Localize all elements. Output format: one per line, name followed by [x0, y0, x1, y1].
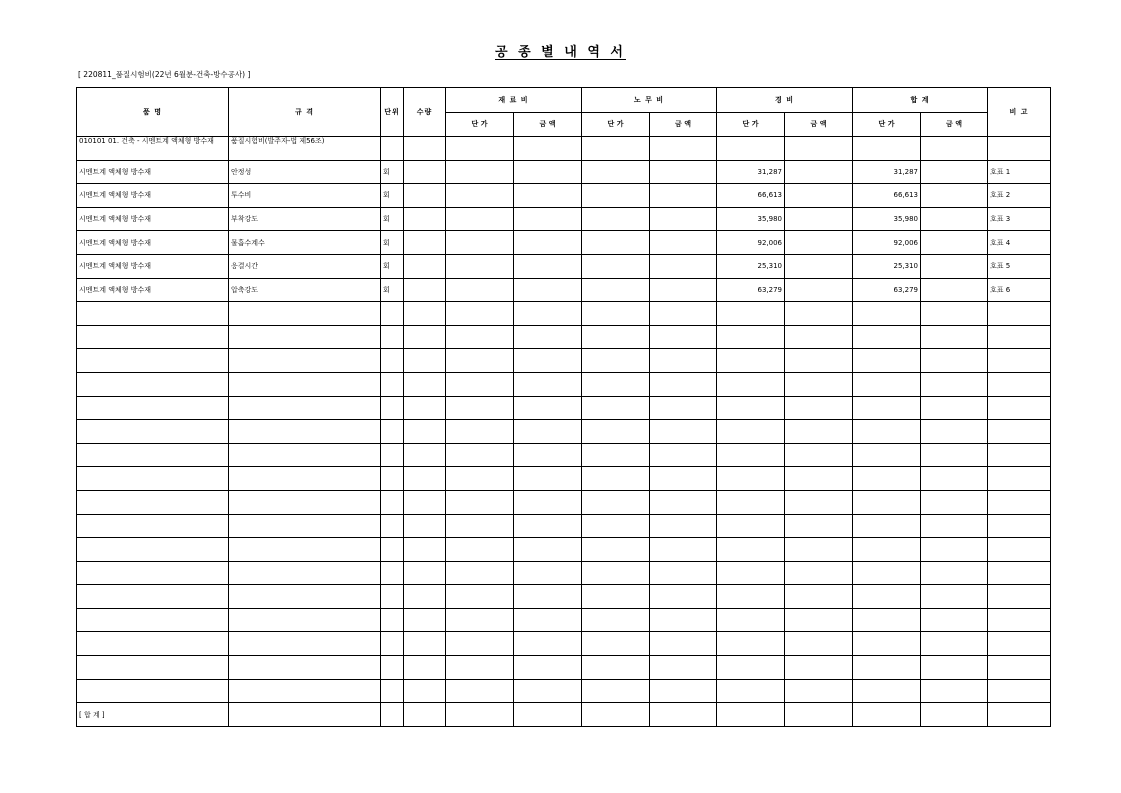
- item-note: 호표 2: [988, 184, 1051, 208]
- item-spec: 물흡수계수: [229, 231, 381, 255]
- item-unit: 회: [381, 278, 404, 302]
- item-expense-unit-price: 31,287: [717, 160, 785, 184]
- header-expense: 경 비: [717, 88, 853, 113]
- header-total-unit-price: 단 가: [853, 112, 921, 137]
- item-labor-unit-price: [582, 231, 650, 255]
- header-name: 품 명: [77, 88, 229, 137]
- item-spec: 응결시간: [229, 254, 381, 278]
- item-spec: 투수비: [229, 184, 381, 208]
- item-total-amount: [921, 231, 988, 255]
- item-qty: [404, 231, 446, 255]
- item-total-amount: [921, 184, 988, 208]
- item-labor-amount: [650, 207, 717, 231]
- empty-row: [77, 420, 1051, 444]
- empty-row: [77, 372, 1051, 396]
- page-title: 공 종 별 내 역 서: [495, 45, 626, 60]
- item-total-unit-price: 31,287: [853, 160, 921, 184]
- item-total-unit-price: 35,980: [853, 207, 921, 231]
- item-labor-unit-price: [582, 278, 650, 302]
- item-expense-amount: [785, 207, 853, 231]
- item-name: 시멘트계 액체형 방수재: [77, 184, 229, 208]
- item-material-unit-price: [446, 254, 514, 278]
- item-total-amount: [921, 160, 988, 184]
- item-material-unit-price: [446, 160, 514, 184]
- item-expense-amount: [785, 231, 853, 255]
- item-total-unit-price: 25,310: [853, 254, 921, 278]
- item-expense-amount: [785, 254, 853, 278]
- table-row: [77, 254, 1051, 278]
- item-expense-unit-price: 63,279: [717, 278, 785, 302]
- item-material-amount: [514, 278, 582, 302]
- empty-row: [77, 608, 1051, 632]
- empty-row: [77, 514, 1051, 538]
- item-material-amount: [514, 184, 582, 208]
- item-labor-unit-price: [582, 207, 650, 231]
- item-name: 시멘트계 액체형 방수재: [77, 207, 229, 231]
- item-expense-amount: [785, 278, 853, 302]
- empty-row: [77, 561, 1051, 585]
- item-total-amount: [921, 278, 988, 302]
- item-qty: [404, 207, 446, 231]
- item-total-unit-price: 92,006: [853, 231, 921, 255]
- header-spec: 규 격: [229, 88, 381, 137]
- item-total-amount: [921, 207, 988, 231]
- item-expense-unit-price: 66,613: [717, 184, 785, 208]
- table-row: [77, 184, 1051, 208]
- header-expense-amount: 금 액: [785, 112, 853, 137]
- item-qty: [404, 184, 446, 208]
- item-material-amount: [514, 207, 582, 231]
- group-row: [77, 137, 1051, 161]
- empty-row: [77, 467, 1051, 491]
- empty-row: [77, 656, 1051, 680]
- table-row: [77, 160, 1051, 184]
- item-labor-amount: [650, 184, 717, 208]
- item-total-amount: [921, 254, 988, 278]
- empty-row: [77, 585, 1051, 609]
- header-expense-unit-price: 단 가: [717, 112, 785, 137]
- item-labor-amount: [650, 278, 717, 302]
- header-material: 재 료 비: [446, 88, 582, 113]
- header-total-amount: 금 액: [921, 112, 988, 137]
- item-note: 호표 6: [988, 278, 1051, 302]
- item-expense-unit-price: 25,310: [717, 254, 785, 278]
- item-spec: 안정성: [229, 160, 381, 184]
- item-qty: [404, 278, 446, 302]
- item-name: 시멘트계 액체형 방수재: [77, 160, 229, 184]
- item-material-unit-price: [446, 231, 514, 255]
- item-unit: 회: [381, 254, 404, 278]
- item-labor-unit-price: [582, 160, 650, 184]
- item-labor-unit-price: [582, 254, 650, 278]
- item-total-unit-price: 63,279: [853, 278, 921, 302]
- document-subtitle: [ 220811_품질시험비(22년 6월분-건축-방수공사) ]: [78, 70, 251, 79]
- cost-breakdown-table: [76, 87, 1051, 727]
- header-row-1: [77, 88, 1051, 113]
- group-spec: 품질시험비(발주자-법 제56조): [229, 137, 381, 161]
- empty-row: [77, 302, 1051, 326]
- header-material-amount: 금 액: [514, 112, 582, 137]
- item-labor-amount: [650, 160, 717, 184]
- header-labor-amount: 금 액: [650, 112, 717, 137]
- empty-row: [77, 349, 1051, 373]
- empty-row: [77, 396, 1051, 420]
- item-labor-unit-price: [582, 184, 650, 208]
- item-expense-unit-price: 92,006: [717, 231, 785, 255]
- item-expense-amount: [785, 184, 853, 208]
- empty-row: [77, 325, 1051, 349]
- item-qty: [404, 160, 446, 184]
- item-unit: 회: [381, 231, 404, 255]
- item-note: 호표 5: [988, 254, 1051, 278]
- item-name: 시멘트계 액체형 방수재: [77, 231, 229, 255]
- item-material-amount: [514, 231, 582, 255]
- empty-row: [77, 443, 1051, 467]
- item-note: 호표 4: [988, 231, 1051, 255]
- header-material-unit-price: 단 가: [446, 112, 514, 137]
- header-unit: 단위: [381, 88, 404, 137]
- item-unit: 회: [381, 160, 404, 184]
- empty-row: [77, 632, 1051, 656]
- item-expense-unit-price: 35,980: [717, 207, 785, 231]
- item-material-amount: [514, 160, 582, 184]
- item-qty: [404, 254, 446, 278]
- item-labor-amount: [650, 254, 717, 278]
- table-row: [77, 278, 1051, 302]
- empty-row: [77, 538, 1051, 562]
- item-unit: 회: [381, 207, 404, 231]
- item-spec: 부착강도: [229, 207, 381, 231]
- item-total-unit-price: 66,613: [853, 184, 921, 208]
- header-note: 비 고: [988, 88, 1051, 137]
- item-spec: 압축강도: [229, 278, 381, 302]
- item-unit: 회: [381, 184, 404, 208]
- item-labor-amount: [650, 231, 717, 255]
- total-row: [77, 703, 1051, 727]
- item-note: 호표 3: [988, 207, 1051, 231]
- item-expense-amount: [785, 160, 853, 184]
- header-qty: 수량: [404, 88, 446, 137]
- item-name: 시멘트계 액체형 방수재: [77, 254, 229, 278]
- table-row: [77, 207, 1051, 231]
- item-name: 시멘트계 액체형 방수재: [77, 278, 229, 302]
- empty-row: [77, 490, 1051, 514]
- item-material-unit-price: [446, 278, 514, 302]
- item-material-amount: [514, 254, 582, 278]
- total-label: [ 합 계 ]: [77, 703, 229, 727]
- item-material-unit-price: [446, 184, 514, 208]
- empty-row: [77, 679, 1051, 703]
- header-total: 합 계: [853, 88, 988, 113]
- header-labor: 노 무 비: [582, 88, 717, 113]
- group-name: 010101 01. 건축 - 시멘트계 액체형 방수재: [77, 137, 229, 161]
- table-row: [77, 231, 1051, 255]
- item-material-unit-price: [446, 207, 514, 231]
- header-labor-unit-price: 단 가: [582, 112, 650, 137]
- item-note: 호표 1: [988, 160, 1051, 184]
